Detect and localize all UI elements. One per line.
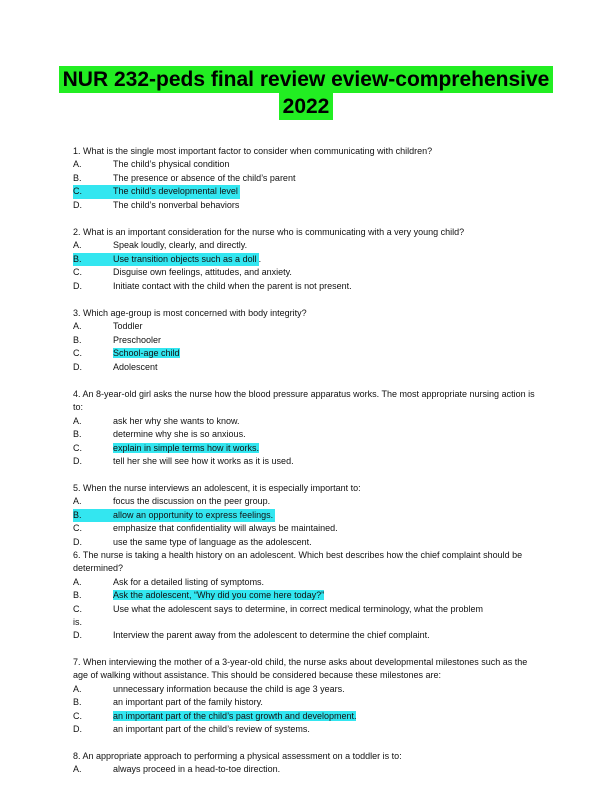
title-line-1: NUR 232-peds final review eview-comprehensive xyxy=(59,66,554,93)
option-b-highlighted: B. allow an opportunity to express feelings. xyxy=(73,509,543,522)
question-3 xyxy=(73,307,543,374)
option-a: A. Speak loudly, clearly, and directly. xyxy=(73,240,248,251)
question-stem: 1. What is the single most important factor to consider when communicating with children? xyxy=(73,146,433,156)
document-title xyxy=(40,66,572,120)
option-c-highlighted: C. an important part of the child’s past growth and development. xyxy=(73,710,357,721)
option-c: C. emphasize that confidentiality will always be maintained. xyxy=(73,523,338,534)
question-stem: 2. What is an important consideration for the nurse who is communicating with a very young child? xyxy=(73,227,465,237)
option-a: A. unnecessary information because the child is age 3 years. xyxy=(73,683,345,694)
option-d: D. The child’s nonverbal behaviors xyxy=(73,199,240,210)
option-c-continued: is. xyxy=(73,617,82,628)
question-stem: 6. The nurse is taking a health history on an adolescent. Which best describes how the chief complaint should be determined? xyxy=(73,550,523,574)
question-4 xyxy=(73,388,543,468)
option-a: A. always proceed in a head-to-toe direction. xyxy=(73,764,281,775)
question-stem: 4. An 8-year-old girl asks the nurse how the blood pressure apparatus works. The most appropriate nursing action is to: xyxy=(73,389,535,413)
question-stem: 8. An appropriate approach to performing a physical assessment on a toddler is to: xyxy=(73,751,402,761)
option-b: B. Preschooler xyxy=(73,334,162,345)
question-stem: 3. Which age-group is most concerned with body integrity? xyxy=(73,308,307,318)
option-b-highlighted: B. Use transition objects such as a doll . xyxy=(73,253,543,266)
option-d: D. an important part of the child’s review of systems. xyxy=(73,724,310,735)
option-a: A. The child’s physical condition xyxy=(73,159,230,170)
option-b: B. an important part of the family history. xyxy=(73,697,263,708)
option-d: D. tell her she will see how it works as it is used. xyxy=(73,456,294,467)
option-d: D. use the same type of language as the adolescent. xyxy=(73,536,312,547)
option-b-highlighted: B. Ask the adolescent, “Why did you come here today?” xyxy=(73,590,325,601)
option-a: A. Ask for a detailed listing of symptoms. xyxy=(73,576,265,587)
question-7 xyxy=(73,656,543,736)
option-c: C. Disguise own feelings, attitudes, and anxiety. xyxy=(73,267,292,278)
option-d: D. Interview the parent away from the adolescent to determine the chief complaint. xyxy=(73,630,430,641)
option-c-highlighted: C. explain in simple terms how it works. xyxy=(73,442,260,453)
option-d: D. Initiate contact with the child when the parent is not present. xyxy=(73,280,352,291)
option-d: D. Adolescent xyxy=(73,361,158,372)
option-a: A. ask her why she wants to know. xyxy=(73,415,240,426)
question-5 xyxy=(73,482,543,549)
question-2 xyxy=(73,226,543,293)
option-b: B. The presence or absence of the child’s parent xyxy=(73,172,296,183)
question-6 xyxy=(73,549,543,643)
option-c-highlighted: C. School-age child xyxy=(73,348,180,359)
option-b: B. determine why she is so anxious. xyxy=(73,429,246,440)
question-1 xyxy=(73,145,543,212)
option-a: A. Toddler xyxy=(73,321,143,332)
option-c: C. Use what the adolescent says to determine, in correct medical terminology, what the problem xyxy=(73,603,484,614)
question-8 xyxy=(73,750,543,777)
option-a: A. focus the discussion on the peer group. xyxy=(73,496,271,507)
question-stem: 7. When interviewing the mother of a 3-year-old child, the nurse asks about developmental milestones such as the age of walking without assistance. This should be considered because these milestones are: xyxy=(73,657,528,681)
title-line-2: 2022 xyxy=(279,93,334,120)
option-c-highlighted: C. The child’s developmental level xyxy=(73,185,543,198)
question-stem: 5. When the nurse interviews an adolescent, it is especially important to: xyxy=(73,483,361,493)
